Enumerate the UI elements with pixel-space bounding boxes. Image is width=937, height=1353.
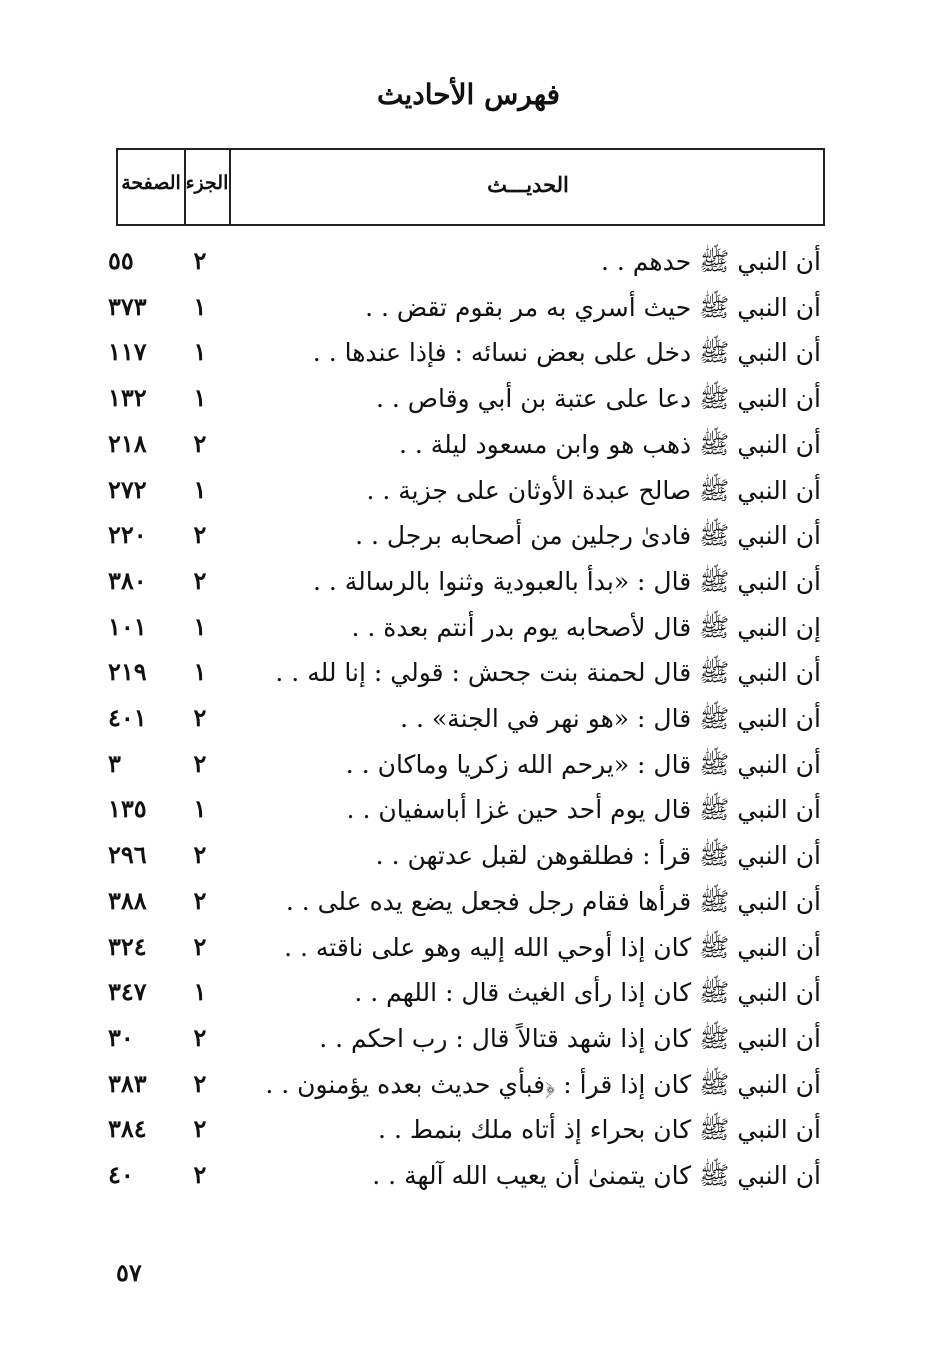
table-row	[0, 288, 937, 328]
hadith-text: أن النبي ﷺ قرأ : فطلقوهن لقبل عدتهن . .	[375, 841, 821, 871]
table-row	[0, 836, 937, 876]
part-number: ١	[193, 611, 207, 641]
page-reference: ٣٨٣	[108, 1068, 147, 1098]
table-row	[0, 333, 937, 373]
page-number: ٥٧	[116, 1258, 142, 1287]
table-row	[0, 471, 937, 511]
part-number: ١	[193, 977, 207, 1007]
table-row	[0, 790, 937, 830]
page-reference: ٤٠١	[108, 703, 147, 732]
part-number: ٢	[193, 565, 207, 595]
part-number: ١	[193, 474, 207, 504]
page-reference: ٢١٨	[108, 428, 147, 458]
page-reference: ٣٠	[108, 1022, 134, 1052]
table-row	[0, 699, 937, 739]
part-number: ٢	[193, 748, 207, 778]
hadith-text: أن النبي ﷺ فادىٰ رجلين من أصحابه برجل . .	[355, 521, 821, 551]
hadith-text: أن النبي ﷺ كان يتمنىٰ أن يعيب الله آلهة . .	[372, 1161, 821, 1190]
column-header-page: الصفحة	[121, 172, 181, 194]
page-reference: ٣٢٤	[108, 931, 147, 961]
table-row	[0, 1110, 937, 1150]
part-number: ٢	[193, 840, 207, 870]
page-reference: ٣	[108, 748, 121, 778]
hadith-text: أن النبي ﷺ قال : «يرحم الله زكريا وماكان . .	[345, 749, 821, 779]
part-number: ٢	[193, 520, 207, 550]
page-reference: ١٠١	[108, 611, 147, 641]
hadith-text: أن النبي ﷺ دعا على عتبة بن أبي وقاص . .	[375, 384, 821, 414]
hadith-text: أن النبي ﷺ قال : «هو نهر في الجنة» . .	[400, 704, 821, 733]
part-number: ٢	[193, 703, 207, 732]
hadith-text: أن النبي ﷺ حدهم . .	[600, 247, 821, 276]
part-number: ٢	[193, 1068, 207, 1098]
table-row	[0, 379, 937, 419]
column-header-hadith: الحديـــث	[487, 172, 569, 197]
hadith-text: أن النبي ﷺ قال يوم أحد حين غزا أباسفيان . .	[346, 795, 821, 825]
part-number: ١	[193, 337, 207, 367]
hadith-text: أن النبي ﷺ قال : «بدأ بالعبودية وثنوا بالرسالة . .	[312, 566, 821, 596]
page-reference: ١٣٢	[108, 383, 147, 413]
page-reference: ٣٤٧	[108, 977, 147, 1007]
table-row	[0, 1156, 937, 1196]
part-number: ٢	[193, 1022, 207, 1052]
table-row	[0, 516, 937, 556]
table-row	[0, 608, 937, 648]
page-reference: ٣٧٣	[108, 291, 147, 321]
hadith-text: أن النبي ﷺ قال لحمنة بنت جحش : قولي : إنا لله . .	[275, 658, 821, 688]
page-reference: ٣٨٤	[108, 1114, 147, 1144]
part-number: ١	[193, 657, 207, 687]
page-reference: ١١٧	[108, 337, 147, 367]
part-number: ٢	[193, 885, 207, 915]
page-reference: ٢٢٠	[108, 520, 147, 550]
hadith-text: أن النبي ﷺ كان إذا أوحي الله إليه وهو على ناقته . .	[284, 932, 821, 962]
hadith-text: أن النبي ﷺ صالح عبدة الأوثان على جزية . .	[366, 475, 821, 505]
table-row	[0, 1065, 937, 1105]
table-row	[0, 425, 937, 465]
table-row	[0, 1019, 937, 1059]
table-header	[116, 148, 825, 226]
page-reference: ٤٠	[108, 1160, 134, 1189]
hadith-text: أن النبي ﷺ كان إذا شهد قتالاً قال : رب احكم . .	[319, 1023, 821, 1053]
table-row	[0, 242, 937, 282]
part-number: ٢	[193, 1160, 207, 1189]
hadith-text: أن النبي ﷺ كان إذا رأى الغيث قال : اللهم . .	[354, 978, 821, 1008]
table-row	[0, 973, 937, 1013]
part-number: ٢	[193, 1114, 207, 1144]
hadith-text: أن النبي ﷺ حيث أسري به مر بقوم تقض . .	[365, 292, 821, 322]
table-row	[0, 882, 937, 922]
part-number: ٢	[193, 246, 207, 275]
part-number: ١	[193, 794, 207, 824]
page-reference: ٣٨٠	[108, 565, 147, 595]
part-number: ٢	[193, 428, 207, 458]
page-reference: ٢١٩	[108, 657, 147, 687]
table-row	[0, 928, 937, 968]
page-reference: ٥٥	[108, 246, 134, 275]
part-number: ٢	[193, 931, 207, 961]
table-row	[0, 745, 937, 785]
table-row	[0, 562, 937, 602]
page-reference: ٢٧٢	[108, 474, 147, 504]
hadith-text: إن النبي ﷺ قال لأصحابه يوم بدر أنتم بعدة . .	[351, 612, 821, 642]
part-number: ١	[193, 291, 207, 321]
table-row	[0, 653, 937, 693]
page-reference: ٢٩٦	[108, 840, 147, 870]
part-number: ١	[193, 383, 207, 413]
hadith-text: أن النبي ﷺ ذهب هو وابن مسعود ليلة . .	[398, 429, 821, 459]
column-header-part: الجزء	[185, 172, 229, 194]
hadith-text: أن النبي ﷺ كان بحراء إذ أتاه ملك بنمط . .	[378, 1115, 821, 1145]
hadith-text: أن النبي ﷺ دخل على بعض نسائه : فإذا عندها . .	[312, 338, 821, 368]
page-reference: ٣٨٨	[108, 885, 147, 915]
page-reference: ١٣٥	[108, 794, 147, 824]
hadith-text: أن النبي ﷺ كان إذا قرأ : ﴿فبأي حديث بعده يؤمنون . .	[265, 1069, 821, 1099]
hadith-text: أن النبي ﷺ قرأها فقام رجل فجعل يضع يده على . .	[285, 886, 821, 916]
page-title: فهرس الأحاديث	[376, 78, 560, 111]
